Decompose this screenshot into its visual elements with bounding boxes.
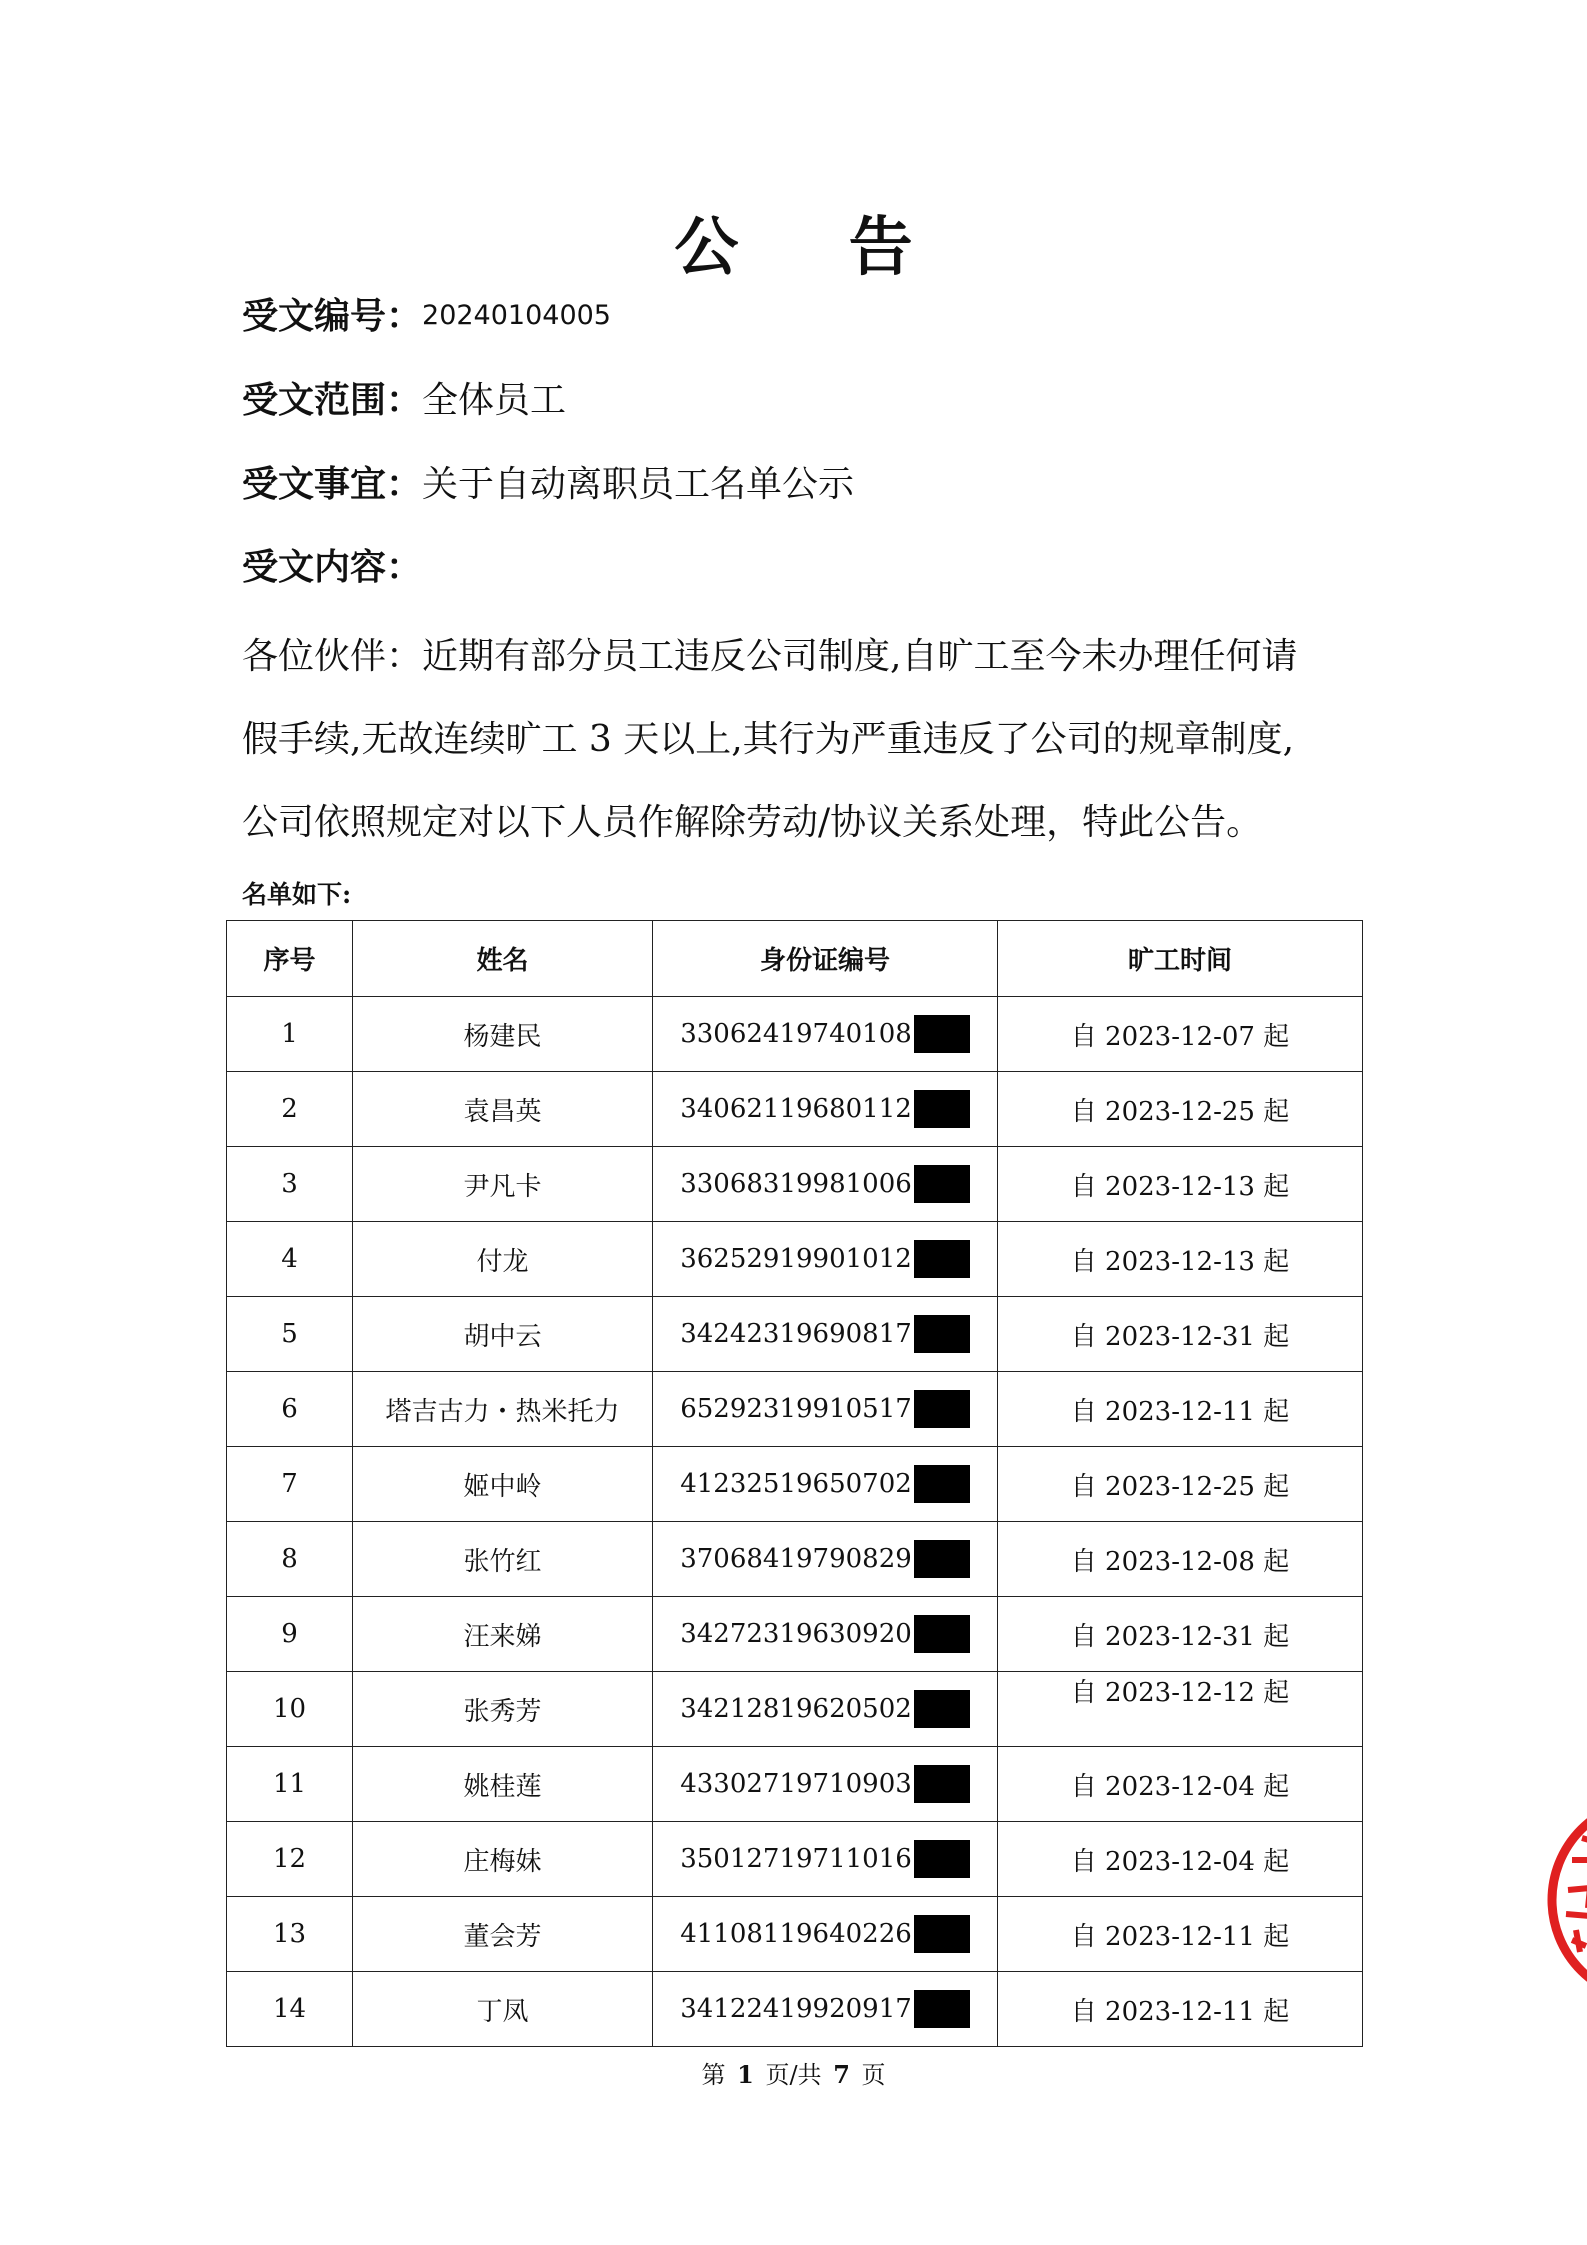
body-paragraph-line-3: 公司依照规定对以下人员作解除劳动/协议关系处理，特此公告。 [242, 802, 1263, 843]
redaction-block [914, 1540, 970, 1578]
id-number-text: 41232519650702 [680, 1469, 912, 1499]
cell-absence-time: 自 2023-12-04 起 [998, 1747, 1363, 1822]
id-number-text: 34062119680112 [680, 1094, 912, 1124]
redaction-block [914, 1765, 970, 1803]
cell-absence-time: 自 2023-12-12 起 [998, 1672, 1363, 1747]
table-row [227, 1897, 1363, 1972]
cell-absence-time: 自 2023-12-04 起 [998, 1822, 1363, 1897]
id-number-wrap [680, 1615, 970, 1653]
cell-id [653, 1897, 998, 1972]
table-header-row [227, 921, 1363, 997]
redaction-block [914, 1015, 970, 1053]
cell-id [653, 1597, 998, 1672]
header-time: 旷工时间 [998, 921, 1363, 997]
cell-id [653, 1447, 998, 1522]
cell-absence-time: 自 2023-12-11 起 [998, 1372, 1363, 1447]
id-number-text: 36252919901012 [680, 1244, 912, 1274]
cell-absence-time: 自 2023-12-11 起 [998, 1897, 1363, 1972]
cell-id [653, 1522, 998, 1597]
id-number-text: 41108119640226 [680, 1919, 912, 1949]
cell-name: 庄梅妹 [353, 1822, 653, 1897]
cell-id [653, 1972, 998, 2047]
id-number-text: 34122419920917 [680, 1994, 912, 2024]
redaction-block [914, 1090, 970, 1128]
id-number-wrap [680, 1765, 970, 1803]
redaction-block [914, 1990, 970, 2028]
company-seal-stamp [1542, 1790, 1587, 2010]
redaction-block [914, 1690, 970, 1728]
header-seq: 序号 [227, 921, 353, 997]
id-number-wrap [680, 1015, 970, 1053]
document-matter-field [242, 462, 854, 507]
table-body [227, 997, 1363, 2047]
table-row [227, 1747, 1363, 1822]
table-row [227, 1447, 1363, 1522]
cell-id [653, 997, 998, 1072]
id-number-text: 43302719710903 [680, 1769, 912, 1799]
id-number-text: 35012719711016 [680, 1844, 912, 1874]
cell-seq: 3 [227, 1147, 353, 1222]
cell-seq: 5 [227, 1297, 353, 1372]
cell-name: 张竹红 [353, 1522, 653, 1597]
document-content-field [242, 545, 422, 590]
redaction-block [914, 1465, 970, 1503]
cell-seq: 9 [227, 1597, 353, 1672]
id-number-wrap [680, 1990, 970, 2028]
redaction-block [914, 1840, 970, 1878]
id-number-wrap [680, 1540, 970, 1578]
cell-seq: 6 [227, 1372, 353, 1447]
cell-absence-time: 自 2023-12-25 起 [998, 1447, 1363, 1522]
redaction-block [914, 1915, 970, 1953]
cell-name: 胡中云 [353, 1297, 653, 1372]
cell-id [653, 1222, 998, 1297]
cell-seq: 8 [227, 1522, 353, 1597]
cell-seq: 11 [227, 1747, 353, 1822]
document-scope-field [242, 378, 566, 423]
cell-id [653, 1822, 998, 1897]
body-paragraph-line-2: 假手续,无故连续旷工 3 天以上,其行为严重违反了公司的规章制度, [242, 719, 1295, 760]
table-row [227, 1072, 1363, 1147]
id-number-text: 33068319981006 [680, 1169, 912, 1199]
redaction-block [914, 1240, 970, 1278]
document-scope-value: 全体员工 [422, 380, 567, 421]
cell-name: 袁昌英 [353, 1072, 653, 1147]
table-row [227, 1972, 1363, 2047]
table-row [227, 1222, 1363, 1297]
cell-name: 董会芳 [353, 1897, 653, 1972]
cell-absence-time: 自 2023-12-31 起 [998, 1297, 1363, 1372]
id-number-wrap [680, 1690, 970, 1728]
id-number-wrap [680, 1465, 970, 1503]
cell-name: 张秀芳 [353, 1672, 653, 1747]
footer-suffix: 页 [861, 2061, 886, 2089]
redaction-block [914, 1390, 970, 1428]
cell-name: 丁凤 [353, 1972, 653, 2047]
redaction-block [914, 1315, 970, 1353]
id-number-text: 34272319630920 [680, 1619, 912, 1649]
document-content-label: 受文内容： [242, 546, 423, 588]
cell-name: 尹凡卡 [353, 1147, 653, 1222]
cell-absence-time: 自 2023-12-07 起 [998, 997, 1363, 1072]
cell-name: 杨建民 [353, 997, 653, 1072]
cell-name: 塔吉古力・热米托力 [353, 1372, 653, 1447]
seal-ring [1552, 1800, 1587, 2000]
list-heading: 名单如下: [242, 880, 352, 909]
footer-prefix: 第 [701, 2061, 726, 2089]
table-row [227, 1297, 1363, 1372]
cell-absence-time: 自 2023-12-08 起 [998, 1522, 1363, 1597]
page-footer [0, 2055, 1587, 2090]
table-row [227, 1147, 1363, 1222]
id-number-text: 37068419790829 [680, 1544, 912, 1574]
cell-id [653, 1297, 998, 1372]
table-row [227, 1672, 1363, 1747]
cell-id [653, 1147, 998, 1222]
id-number-wrap [680, 1390, 970, 1428]
document-scope-label: 受文范围： [242, 379, 423, 421]
cell-seq: 7 [227, 1447, 353, 1522]
document-number-label: 受文编号： [242, 295, 423, 337]
cell-id [653, 1747, 998, 1822]
cell-absence-time: 自 2023-12-13 起 [998, 1147, 1363, 1222]
body-paragraph-line-1: 各位伙伴：近期有部分员工违反公司制度,自旷工至今未办理任何请 [242, 636, 1298, 677]
footer-total-pages: 7 [833, 2060, 850, 2089]
cell-absence-time: 自 2023-12-11 起 [998, 1972, 1363, 2047]
cell-seq: 14 [227, 1972, 353, 2047]
id-number-wrap [680, 1165, 970, 1203]
table-row [227, 1822, 1363, 1897]
header-name: 姓名 [353, 921, 653, 997]
cell-seq: 2 [227, 1072, 353, 1147]
header-id: 身份证编号 [653, 921, 998, 997]
id-number-wrap [680, 1315, 970, 1353]
document-number-field [242, 294, 611, 339]
cell-id [653, 1072, 998, 1147]
document-number-value: 20240104005 [422, 300, 611, 331]
table-row [227, 1597, 1363, 1672]
id-number-text: 33062419740108 [680, 1019, 912, 1049]
cell-absence-time: 自 2023-12-13 起 [998, 1222, 1363, 1297]
id-number-wrap [680, 1840, 970, 1878]
cell-seq: 1 [227, 997, 353, 1072]
cell-name: 汪来娣 [353, 1597, 653, 1672]
id-number-wrap [680, 1090, 970, 1128]
id-number-text: 65292319910517 [680, 1394, 912, 1424]
cell-id [653, 1372, 998, 1447]
seal-mark [1566, 1888, 1587, 1916]
id-number-text: 34242319690817 [680, 1319, 912, 1349]
cell-seq: 12 [227, 1822, 353, 1897]
footer-page-number: 1 [737, 2060, 754, 2089]
page-title: 公 告 [674, 211, 957, 285]
cell-absence-time: 自 2023-12-31 起 [998, 1597, 1363, 1672]
cell-seq: 13 [227, 1897, 353, 1972]
table-row [227, 1522, 1363, 1597]
document-matter-value: 关于自动离职员工名单公示 [422, 464, 855, 505]
id-number-text: 34212819620502 [680, 1694, 912, 1724]
id-number-wrap [680, 1240, 970, 1278]
cell-name: 姚桂莲 [353, 1747, 653, 1822]
document-matter-label: 受文事宜： [242, 463, 423, 505]
cell-name: 付龙 [353, 1222, 653, 1297]
cell-id [653, 1672, 998, 1747]
redaction-block [914, 1165, 970, 1203]
redaction-block [914, 1615, 970, 1653]
cell-seq: 4 [227, 1222, 353, 1297]
seal-mark [1572, 1930, 1586, 1952]
cell-seq: 10 [227, 1672, 353, 1747]
id-number-wrap [680, 1915, 970, 1953]
cell-absence-time: 自 2023-12-25 起 [998, 1072, 1363, 1147]
table-row [227, 997, 1363, 1072]
table-row [227, 1372, 1363, 1447]
footer-middle: 页/共 [765, 2061, 822, 2089]
employee-table [226, 920, 1363, 2047]
cell-name: 姬中岭 [353, 1447, 653, 1522]
